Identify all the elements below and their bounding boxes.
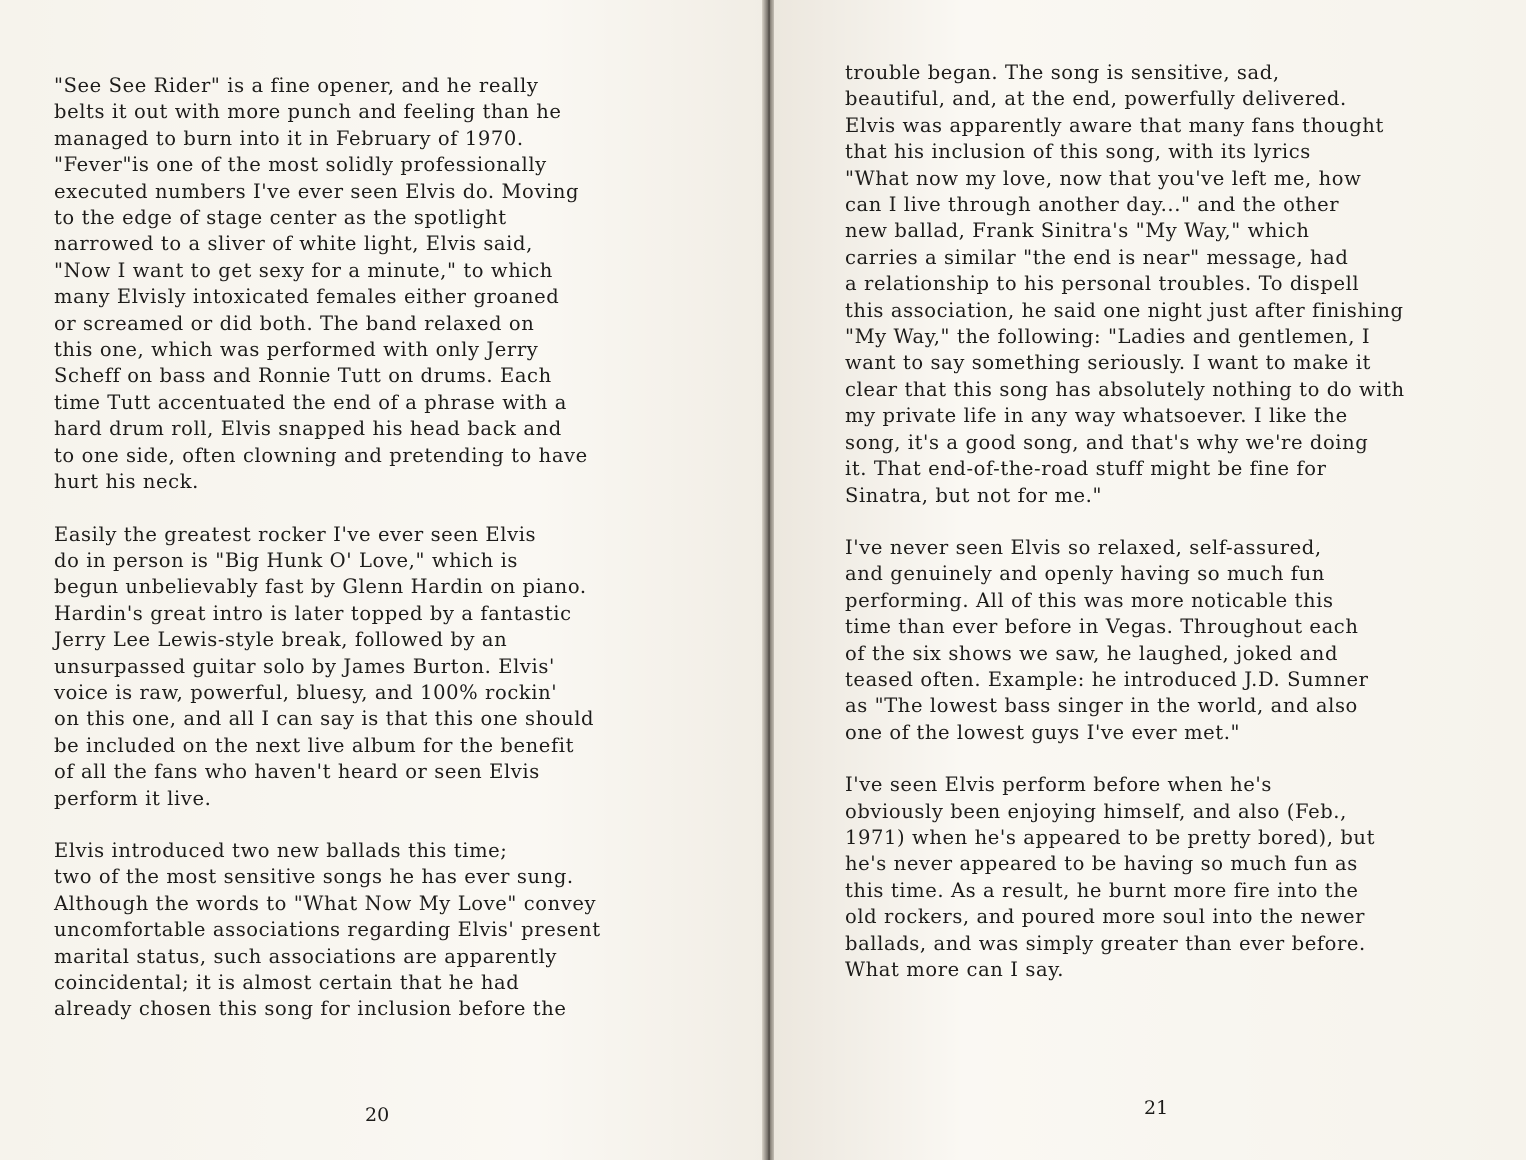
left-page-text — [54, 73, 694, 1049]
page-number: 20 — [365, 1104, 390, 1126]
paragraph: Elvis introduced two new ballads this time; two of the most sensitive songs he has ever sung. Although the words to "What Now My Love" convey uncomfortable associations regarding Elvis' present marital status, such associations are apparently coincidental; it is almost certain that he had already chosen this song for inclusion before the — [54, 838, 601, 1021]
paragraph: Easily the greatest rocker I've ever seen Elvis do in person is "Big Hunk O' Love," which is begun unbelievably fast by Glenn Hardin on piano. Hardin's great intro is later topped by a fantastic Jerry Lee Lewis-style break, followed by an unsurpassed guitar solo by James Burton. Elvis' voice is raw, powerful, bluesy, and 100% rockin' on this one, and all I can say is that this one should be included on the next live album for the benefit of all the fans who haven't heard or seen Elvis perform it live. — [54, 522, 595, 810]
page-number: 21 — [1144, 1097, 1169, 1119]
paragraph: I've never seen Elvis so relaxed, self-assured, and genuinely and openly having so much fun performing. All of this was more noticable this time than ever before in Vegas. Throughout each of the six shows we saw, he laughed, joked and teased often. Example: he introduced J.D. Sumner as "The lowest bass singer in the world, and also one of the lowest guys I've ever met." — [845, 535, 1369, 744]
right-page-text — [845, 60, 1485, 1009]
paragraph: trouble began. The song is sensitive, sad, beautiful, and, at the end, powerfully delivered. Elvis was apparently aware that many fans thought that his inclusion of this song, with its lyrics "What now my love, now that you've left me, how can I live through another day..." and the other new ballad, Frank Sinitra's "My Way," which carries a similar "the end is near" message, had a relationship to his personal troubles. To dispell this association, he said one night just after finishing "My Way," the following: "Ladies and gentlemen, I want to say something seriously. I want to make it clear that this song has absolutely nothing to do with my private life in any way whatsoever. I like the song, it's a good song, and that's why we're doing it. That end-of-the-road stuff might be fine for Sinatra, but not for me." — [845, 61, 1405, 507]
paragraph: "See See Rider" is a fine opener, and he really belts it out with more punch and feeling than he managed to burn into it in February of 1970. "Fever"is one of the most solidly professionally executed numbers I've ever seen Elvis do. Moving to the edge of stage center as the spotlight narrowed to a sliver of white light, Elvis said, "Now I want to get sexy for a minute," to which many Elvisly intoxicated females either groaned or screamed or did both. The band relaxed on this one, which was performed with only Jerry Scheff on bass and Ronnie Tutt on drums. Each time Tutt accentuated the end of a phrase with a hard drum roll, Elvis snapped his head back and to one side, often clowning and pretending to have hurt his neck. — [54, 74, 588, 494]
paragraph: I've seen Elvis perform before when he's obviously been enjoying himself, and also (Feb., 1971) when he's appeared to be pretty bored), but he's never appeared to be having so much fun as this time. As a result, he burnt more fire into the old rockers, and poured more soul into the newer ballads, and was simply greater than ever before. What more can I say. — [845, 773, 1376, 981]
